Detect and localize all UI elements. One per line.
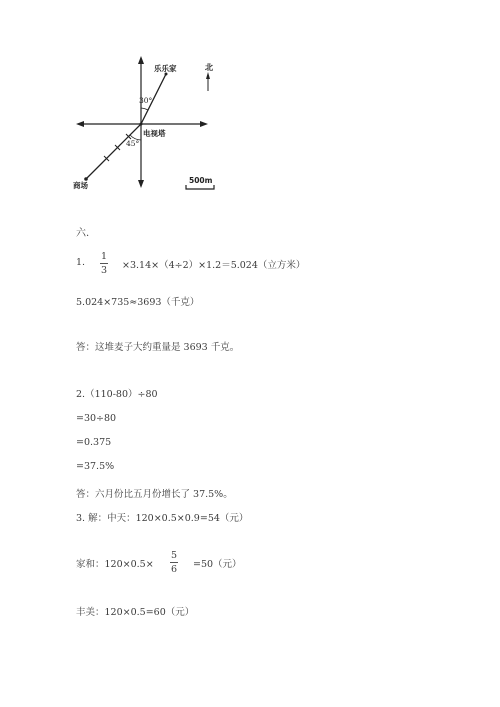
q3-fraction [170, 550, 178, 575]
north-arrowhead [138, 56, 144, 64]
q2-line2: =30÷80 [76, 413, 117, 424]
q3-line1: 3. 解：中天：120×0.5×0.9=54（元） [76, 513, 249, 524]
q2-answer: 答：六月份比五月份增长了 37.5%。 [76, 489, 233, 500]
q3-jiahe-prefix: 家和：120×0.5× [76, 559, 154, 570]
east-arrowhead [200, 121, 208, 127]
q1-fraction [100, 251, 108, 276]
scale-label: 500m [189, 176, 213, 185]
angle-arc-30 [141, 108, 148, 110]
q1-number: 1. [76, 257, 86, 268]
south-arrowhead [138, 180, 144, 188]
scale-bar [186, 185, 214, 189]
section-title: 六. [76, 228, 90, 239]
q3-fengmei: 丰美：120×0.5=60（元） [76, 607, 195, 618]
q3-fraction-numerator: 5 [170, 550, 178, 561]
tv-tower-point [140, 123, 143, 126]
q3-fraction-bar [170, 562, 178, 563]
q2-line1: 2.（110-80）÷80 [76, 389, 158, 400]
north-label: 北 [205, 63, 213, 72]
angle-30-label: 30° [139, 96, 153, 105]
angle-45-label: 45° [126, 139, 140, 148]
q2-line3: =0.375 [76, 437, 112, 448]
q1-fraction-numerator: 1 [100, 251, 108, 262]
q3-fraction-denominator: 6 [170, 564, 178, 575]
q1-line2: 5.024×735≈3693（千克） [76, 297, 200, 308]
q1-answer: 答：这堆麦子大约重量是 3693 千克。 [76, 342, 240, 353]
q1-line1: ×3.14×（4÷2）×1.2＝5.024（立方米） [122, 260, 306, 271]
q1-fraction-denominator: 3 [100, 265, 108, 276]
north-indicator-arrowhead [206, 72, 210, 79]
q1-fraction-bar [100, 263, 108, 264]
tv-tower-label: 电视塔 [143, 129, 166, 138]
mall-label: 商场 [73, 181, 88, 190]
q2-line4: =37.5% [76, 461, 115, 472]
q3-jiahe-result: =50（元） [193, 559, 242, 570]
lele-home-label: 乐乐家 [154, 64, 177, 73]
west-arrowhead [76, 121, 84, 127]
line-to-mall [86, 124, 141, 179]
